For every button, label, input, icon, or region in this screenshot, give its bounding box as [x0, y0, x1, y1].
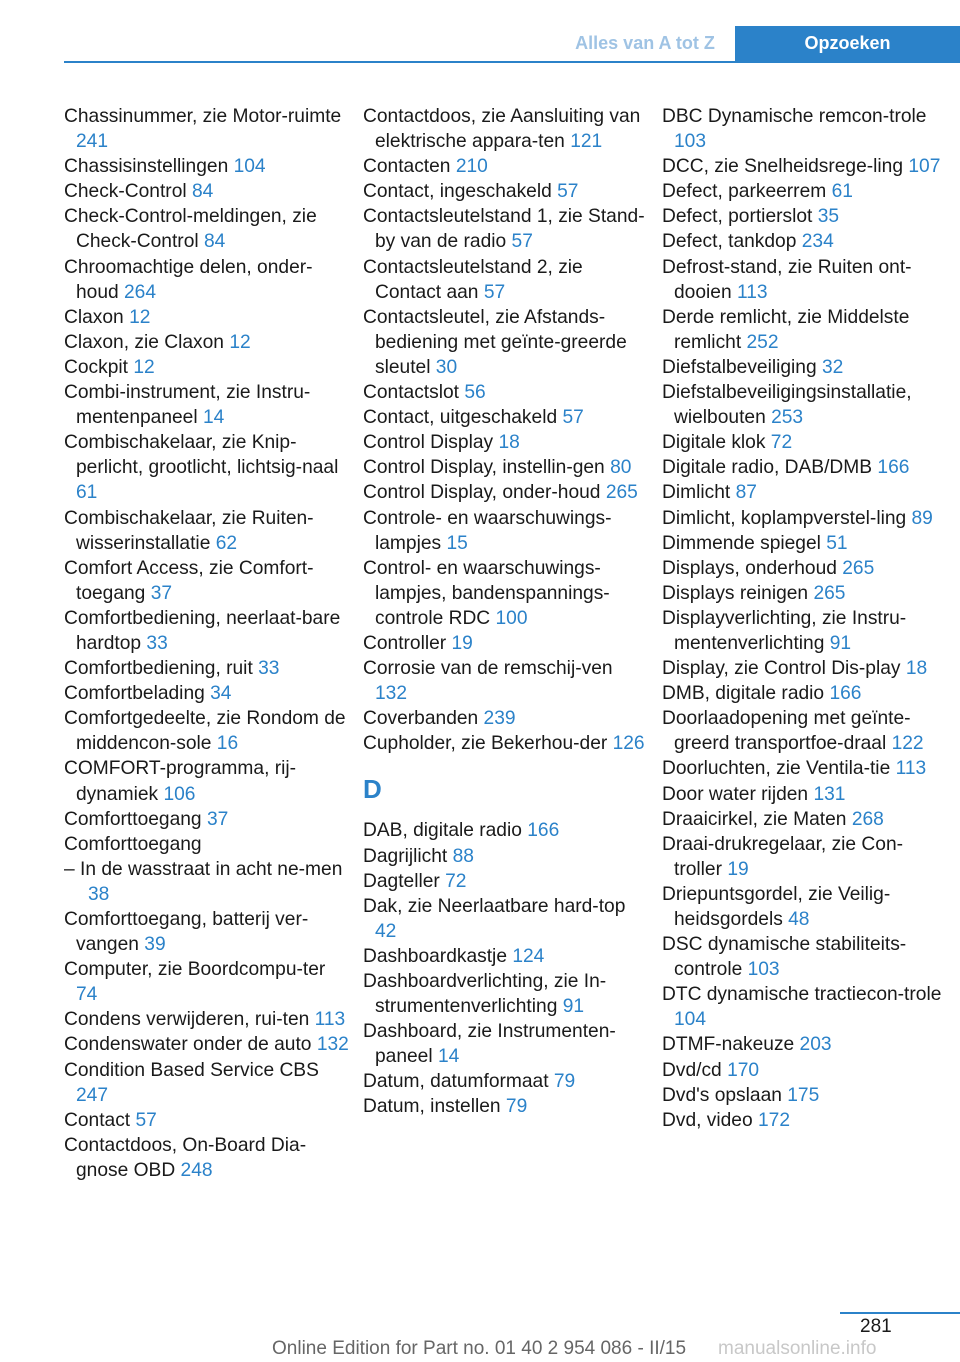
entry-term: Datum, datumformaat — [363, 1071, 554, 1093]
entry-term: Comforttoegang — [64, 808, 207, 830]
index-entry — [363, 1094, 648, 1119]
index-entry — [662, 506, 947, 531]
page-reference-link[interactable]: 265 — [813, 582, 846, 604]
entry-term: Draaicirkel, zie Maten — [662, 808, 852, 830]
page-reference-link[interactable]: 121 — [570, 131, 603, 153]
entry-term: Driepuntsgordel, zie Veilig-heidsgordels — [662, 883, 891, 930]
entry-term: DTMF-nakeuze — [662, 1034, 800, 1056]
page-reference-link[interactable]: 12 — [133, 356, 155, 378]
index-entry — [363, 894, 648, 944]
page-reference-link[interactable]: 113 — [314, 1009, 346, 1031]
index-entry — [662, 204, 947, 229]
page-reference-link[interactable]: 265 — [842, 557, 875, 579]
index-entry — [662, 1032, 947, 1057]
index-entry — [64, 1007, 349, 1032]
index-entry — [363, 305, 648, 380]
entry-term: Comfortbediening, ruit — [64, 658, 259, 680]
page-reference-link[interactable]: 268 — [851, 808, 884, 830]
entry-term: Doorluchten, zie Ventila-tie — [662, 758, 896, 780]
page-reference-link[interactable]: 35 — [817, 206, 840, 228]
index-entry — [662, 455, 947, 480]
page-reference-link[interactable]: 247 — [76, 1084, 109, 1106]
index-entry — [662, 255, 947, 305]
index-entry — [662, 882, 947, 932]
index-entry — [363, 380, 648, 405]
page-reference-link[interactable]: 18 — [905, 658, 928, 680]
index-entry — [363, 969, 648, 1019]
index-entry — [363, 405, 648, 430]
page-reference-link[interactable]: 89 — [911, 507, 933, 529]
entry-term: Dvd's opslaan — [662, 1084, 788, 1106]
page-reference-link[interactable]: 234 — [801, 231, 834, 253]
entry-term: Defect, tankdop — [662, 231, 802, 253]
index-entry — [662, 982, 947, 1032]
entry-term: Defrost-stand, zie Ruiten ont-dooien — [662, 256, 912, 303]
page-reference-link[interactable]: 175 — [787, 1084, 820, 1106]
entry-term: Comfortbediening, neerlaat-bare hardtop — [64, 607, 341, 654]
entry-term: Dagrijlicht — [363, 845, 453, 867]
entry-term: Chassisinstellingen — [64, 156, 234, 178]
page-header — [0, 0, 960, 64]
entry-term: Chassinummer, zie Motor-ruimte — [64, 106, 342, 127]
page-reference-link[interactable]: 33 — [258, 658, 280, 680]
index-entry — [662, 305, 947, 355]
index-entry — [363, 731, 648, 756]
page-reference-link[interactable]: 91 — [829, 632, 852, 654]
index-entry — [64, 756, 349, 806]
page-reference-link[interactable]: 34 — [210, 683, 232, 705]
entry-term: Check-Control — [64, 181, 192, 203]
entry-term: Claxon — [64, 306, 130, 328]
entry-term: Combi-instrument, zie Instru-mentenpaneel — [64, 382, 311, 429]
index-entry — [64, 807, 349, 832]
page-reference-link[interactable]: 30 — [435, 356, 458, 378]
page-reference-link[interactable]: 12 — [229, 331, 251, 353]
index-entry — [662, 1083, 947, 1108]
index-entry — [64, 1032, 349, 1057]
index-entry — [64, 1058, 349, 1108]
index-entry — [662, 656, 947, 681]
index-entry — [64, 1108, 349, 1133]
index-entry — [64, 154, 349, 179]
index-entry — [363, 844, 648, 869]
entry-term: – In de wasstraat in acht ne-men — [64, 858, 343, 880]
index-entry — [64, 681, 349, 706]
index-entry — [64, 330, 349, 355]
section-tab: Alles van A tot Z — [575, 33, 715, 53]
index-entry — [662, 480, 947, 505]
index-entry — [662, 756, 947, 781]
entry-term: DSC dynamische stabiliteits-controle — [662, 934, 907, 981]
footer-rule — [840, 1312, 960, 1314]
entry-term: Control Display, onder-houd — [363, 482, 606, 504]
index-entry — [662, 932, 947, 982]
entry-term: Comfortgedeelte, zie Rondom de middencon-sole — [64, 708, 346, 755]
entry-term: Defect, parkeerrem — [662, 181, 832, 203]
entry-term: Check-Control-meldingen, zie Check-Control — [64, 206, 317, 253]
entry-term: Contactdoos, On-Board Dia-gnose OBD — [64, 1134, 307, 1181]
entry-term: Comfortbelading — [64, 683, 211, 705]
entry-term: Contactsleutelstand 2, zie Contact aan — [363, 256, 583, 303]
entry-term: Controller — [363, 632, 452, 654]
entry-term: Dashboardverlichting, zie In-strumentenverlichting — [363, 971, 607, 1018]
entry-term: Combischakelaar, zie Ruiten-wisserinstallatie — [64, 507, 314, 554]
page-reference-link[interactable]: 126 — [612, 733, 645, 755]
index-entry — [363, 869, 648, 894]
entry-term: Diefstalbeveiliging — [662, 356, 822, 378]
index-entry — [363, 104, 648, 154]
entry-term: Dashboardkastje — [363, 945, 513, 967]
index-entry — [363, 556, 648, 631]
page-reference-link[interactable]: 57 — [562, 407, 584, 429]
page-reference-link[interactable]: 166 — [877, 457, 910, 479]
index-entry — [64, 204, 349, 254]
entry-term: Contact, uitgeschakeld — [363, 407, 563, 429]
entry-term: Door water rijden — [662, 783, 814, 805]
index-entry — [662, 1058, 947, 1083]
index-entry — [363, 179, 648, 204]
index-subentry — [64, 857, 349, 907]
page-reference-link[interactable]: 87 — [735, 482, 757, 504]
entry-term: Combischakelaar, zie Knip-perlicht, grootlicht, lichtsig-naal — [64, 432, 339, 479]
page-reference-link[interactable]: 248 — [180, 1159, 213, 1181]
page-reference-link[interactable]: 170 — [727, 1059, 760, 1081]
index-entry — [64, 355, 349, 380]
index-entry — [363, 506, 648, 556]
entry-term: Dashboard, zie Instrumenten-paneel — [363, 1021, 616, 1068]
page-reference-link[interactable]: 91 — [562, 996, 585, 1018]
index-entry — [662, 531, 947, 556]
index-entry — [662, 807, 947, 832]
index-entry — [662, 782, 947, 807]
entry-term: Condition Based Service CBS — [64, 1059, 319, 1081]
page-reference-link[interactable]: 239 — [483, 708, 516, 730]
page-reference-link[interactable]: 56 — [464, 382, 486, 404]
page-reference-link[interactable]: 172 — [757, 1109, 790, 1131]
page-reference-link[interactable]: 15 — [446, 532, 468, 554]
entry-term: Comforttoegang, batterij ver-vangen — [64, 909, 309, 956]
index-entry — [662, 1108, 947, 1133]
index-entry — [363, 944, 648, 969]
index-entry — [662, 681, 947, 706]
page-reference-link[interactable]: 33 — [146, 632, 168, 654]
page-reference-link[interactable]: 106 — [163, 783, 196, 805]
entry-term: Comfort Access, zie Comfort-toegang — [64, 557, 314, 604]
index-entry — [363, 154, 648, 179]
index-entry — [662, 430, 947, 455]
index-entry — [64, 656, 349, 681]
entry-term: Claxon, zie Claxon — [64, 331, 230, 353]
entry-term: DAB, digitale radio — [363, 820, 528, 842]
page-reference-link[interactable]: 122 — [891, 733, 924, 755]
entry-term: Contactsleutel, zie Afstands-bediening met geïnte-greerde sleutel — [363, 306, 627, 378]
page-reference-link[interactable]: 57 — [483, 281, 506, 303]
index-entry — [64, 179, 349, 204]
page-reference-link[interactable]: 252 — [746, 331, 779, 353]
page-reference-link[interactable]: 57 — [511, 231, 533, 253]
entry-term: Control- en waarschuwings-lampjes, bandenspannings-controle RDC — [363, 557, 610, 629]
index-entry — [363, 706, 648, 731]
entry-term: Displays reinigen — [662, 582, 814, 604]
index-entry — [363, 204, 648, 254]
index-entry — [64, 832, 349, 857]
page-reference-link[interactable]: 61 — [76, 482, 98, 504]
index-entry — [662, 606, 947, 656]
edition-line: Online Edition for Part no. 01 40 2 954 086 - II/15 — [272, 1338, 687, 1359]
page-reference-link[interactable]: 103 — [674, 131, 707, 153]
entry-term: Dak, zie Neerlaatbare hard-top — [363, 895, 626, 917]
entry-term: Contactdoos, zie Aansluiting van elektrische appara-ten — [363, 106, 641, 153]
index-column-1 — [64, 104, 349, 1183]
page-reference-link[interactable]: 19 — [727, 858, 749, 880]
page-reference-link[interactable]: 37 — [150, 582, 173, 604]
entry-term: Condenswater onder de auto — [64, 1034, 317, 1056]
entry-term: Coverbanden — [363, 708, 484, 730]
index-entry — [363, 631, 648, 656]
entry-term: Contactslot — [363, 382, 465, 404]
index-entry — [64, 380, 349, 430]
page-reference-link[interactable]: 113 — [736, 281, 768, 303]
index-entry — [363, 1069, 648, 1094]
page-reference-link[interactable]: 107 — [908, 156, 941, 178]
entry-term: Chroomachtige delen, onder-houd — [64, 256, 313, 303]
page-reference-link[interactable]: 18 — [498, 432, 520, 454]
entry-term: Contact — [64, 1109, 136, 1131]
entry-term: Corrosie van de remschij-ven — [363, 658, 613, 680]
page-reference-link[interactable]: 79 — [553, 1071, 576, 1093]
chapter-tab: Opzoeken — [735, 26, 960, 61]
index-entry — [662, 706, 947, 756]
index-column-2 — [363, 104, 648, 1120]
page-reference-link[interactable]: 72 — [770, 432, 793, 454]
page-reference-link[interactable]: 132 — [375, 683, 408, 705]
index-entry — [64, 706, 349, 756]
entry-term: DTC dynamische tractiecon-trole — [662, 984, 942, 1006]
page-reference-link[interactable]: 104 — [674, 1009, 707, 1031]
entry-term: DCC, zie Snelheidsrege-ling — [662, 156, 909, 178]
index-column-3 — [662, 104, 947, 1133]
entry-term: Diefstalbeveiligingsinstallatie, wielbouten — [662, 382, 912, 429]
entry-term: Defect, portierslot — [662, 206, 818, 228]
page-reference-link[interactable]: 37 — [206, 808, 229, 830]
index-entry — [662, 556, 947, 581]
index-entry — [64, 556, 349, 606]
page-reference-link[interactable]: 79 — [505, 1096, 528, 1118]
index-entry — [64, 1133, 349, 1183]
page-reference-link[interactable]: 12 — [129, 306, 151, 328]
index-entry — [662, 581, 947, 606]
entry-term: Derde remlicht, zie Middelste remlicht — [662, 306, 910, 353]
entry-term: Dvd/cd — [662, 1059, 728, 1081]
index-entry — [64, 305, 349, 330]
page-reference-link[interactable]: 42 — [375, 920, 397, 942]
entry-term: Digitale klok — [662, 432, 771, 454]
page-reference-link[interactable]: 51 — [826, 532, 848, 554]
entry-term: COMFORT-programma, rij-dynamiek — [64, 758, 297, 805]
page-reference-link[interactable]: 14 — [202, 407, 225, 429]
page-number: 281 — [860, 1316, 892, 1337]
index-entry — [363, 255, 648, 305]
page-reference-link[interactable]: 210 — [455, 156, 488, 178]
page-reference-link[interactable]: 131 — [813, 783, 846, 805]
index-entry — [363, 818, 648, 843]
page-reference-link[interactable]: 166 — [527, 820, 560, 842]
watermark: manualsonline.info — [718, 1338, 877, 1359]
page-reference-link[interactable]: 241 — [76, 131, 109, 153]
index-entry — [64, 957, 349, 1007]
entry-term: Dvd, video — [662, 1109, 758, 1131]
entry-term: Datum, instellen — [363, 1096, 506, 1118]
entry-term: Display, zie Control Dis-play — [662, 658, 906, 680]
entry-term: Dimmende spiegel — [662, 532, 827, 554]
page-reference-link[interactable]: 57 — [135, 1109, 157, 1131]
page-reference-link[interactable]: 14 — [437, 1046, 460, 1068]
index-entry — [662, 154, 947, 179]
page-reference-link[interactable]: 104 — [233, 156, 266, 178]
entry-term: Contactsleutelstand 1, zie Stand-by van de radio — [363, 206, 645, 253]
entry-term: Control Display — [363, 432, 499, 454]
page-reference-link[interactable]: 265 — [605, 482, 638, 504]
entry-term: Dimlicht — [662, 482, 736, 504]
page-reference-link[interactable]: 16 — [216, 733, 239, 755]
index-entry — [363, 480, 648, 505]
page-reference-link[interactable]: 84 — [191, 181, 214, 203]
index-entry — [363, 455, 648, 480]
index-entry — [64, 104, 349, 154]
page-reference-link[interactable]: 80 — [610, 457, 632, 479]
page-reference-link[interactable]: 166 — [829, 683, 862, 705]
index-entry — [64, 430, 349, 505]
page-reference-link[interactable]: 103 — [747, 959, 780, 981]
page-reference-link[interactable]: 203 — [799, 1034, 832, 1056]
entry-term: Control Display, instellin-gen — [363, 457, 611, 479]
page-reference-link[interactable]: 57 — [557, 181, 579, 203]
index-entry — [64, 606, 349, 656]
entry-term: Dimlicht, koplampverstel-ling — [662, 507, 912, 529]
page-reference-link[interactable]: 19 — [451, 632, 473, 654]
page-reference-link[interactable]: 84 — [203, 231, 226, 253]
entry-term: Condens verwijderen, rui-ten — [64, 1009, 315, 1031]
page-reference-link[interactable]: 253 — [771, 407, 804, 429]
page-reference-link[interactable]: 88 — [452, 845, 474, 867]
entry-term: Controle- en waarschuwings-lampjes — [363, 507, 612, 554]
entry-term: Comforttoegang — [64, 833, 202, 855]
index-entry — [64, 506, 349, 556]
index-entry — [662, 229, 947, 254]
index-entry — [363, 1019, 648, 1069]
page-reference-link[interactable]: 113 — [895, 758, 927, 780]
index-entry — [363, 430, 648, 455]
page-reference-link[interactable]: 124 — [512, 945, 545, 967]
index-entry — [662, 832, 947, 882]
index-entry — [662, 179, 947, 204]
page-reference-link[interactable]: 38 — [88, 883, 110, 905]
entry-term: Contact, ingeschakeld — [363, 181, 558, 203]
entry-term: Digitale radio, DAB/DMB — [662, 457, 878, 479]
page-reference-link[interactable]: 61 — [831, 181, 853, 203]
index-entry — [64, 255, 349, 305]
entry-term: Cupholder, zie Bekerhou-der — [363, 733, 613, 755]
entry-term: Dagteller — [363, 870, 446, 892]
index-entry — [662, 355, 947, 380]
entry-term: DBC Dynamische remcon-trole — [662, 106, 927, 127]
page-reference-link[interactable]: 132 — [316, 1034, 349, 1056]
page-reference-link[interactable]: 62 — [215, 532, 238, 554]
page-reference-link[interactable]: 32 — [821, 356, 844, 378]
entry-term: Computer, zie Boordcompu-ter — [64, 959, 326, 981]
page-reference-link[interactable]: 100 — [495, 607, 528, 629]
page-reference-link[interactable]: 74 — [76, 984, 98, 1006]
entry-term: Draai-drukregelaar, zie Con-troller — [662, 833, 904, 880]
index-entry — [662, 380, 947, 430]
index-entry — [662, 104, 947, 154]
index-entry — [64, 907, 349, 957]
page-reference-link[interactable]: 48 — [788, 909, 810, 930]
entry-term: Displays, onderhoud — [662, 557, 843, 579]
index-entry — [363, 656, 648, 706]
entry-term: Contacten — [363, 156, 456, 178]
page-reference-link[interactable]: 72 — [445, 870, 467, 892]
page-reference-link[interactable]: 264 — [124, 281, 157, 303]
page-reference-link[interactable]: 39 — [144, 934, 166, 956]
entry-term: Cockpit — [64, 356, 134, 378]
section-letter: D — [363, 774, 382, 805]
entry-term: Doorlaadopening met geïnte-greerd transportfoe-draal — [662, 708, 911, 755]
entry-term: Displayverlichting, zie Instru-mentenverlichting — [662, 607, 907, 654]
header-rule — [64, 61, 960, 63]
entry-term: DMB, digitale radio — [662, 683, 830, 705]
